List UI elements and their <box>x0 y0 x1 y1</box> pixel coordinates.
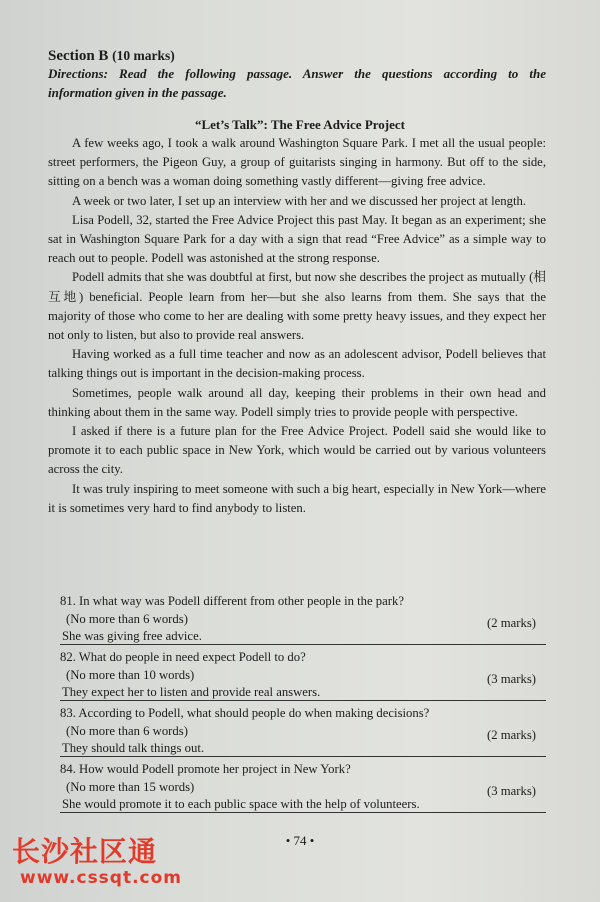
watermark-logo: 长沙社区通 <box>12 835 158 868</box>
passage-paragraph: Podell admits that she was doubtful at first, but now she describes the project as mutually (相互地) beneficial. People learn from her—but she also learns from them. She says that the majority of those who come to her are dealing with some pretty heavy issues, and they expect her not only to listen, but also to provide real answers. <box>48 270 546 343</box>
directions <box>48 64 546 102</box>
question-82 <box>60 648 546 704</box>
question-81 <box>60 592 546 648</box>
word-limit: (No more than 10 words) <box>66 668 195 682</box>
question-marks: (2 marks) <box>487 728 536 742</box>
word-limit: (No more than 15 words) <box>66 780 195 794</box>
passage-paragraph: Sometimes, people walk around all day, keeping their problems in their own head and thinking about them in the same way. Podell simply tries to provide people with perspective. <box>48 385 546 419</box>
page-number: • 74 • <box>285 833 315 848</box>
watermark-url: www.cssqt.com <box>20 868 183 888</box>
question-text: 84. How would Podell promote her project in New York? <box>60 762 351 776</box>
passage-paragraph: Lisa Podell, 32, started the Free Advice Project this past May. It began as an experiment; she sat in Washington Square Park for a day with a sign that read “Free Advice” as a simple way to reach out to people. Podell was astonished at the strong response. <box>48 212 546 266</box>
section-heading <box>48 48 175 65</box>
question-text: 83. According to Podell, what should people do when making decisions? <box>60 706 430 720</box>
answer-line <box>60 644 546 645</box>
question-83 <box>60 704 546 760</box>
question-text: 81. In what way was Podell different from other people in the park? <box>60 594 404 608</box>
answer-text: She was giving free advice. <box>62 629 202 643</box>
answer-text: They should talk things out. <box>62 741 205 755</box>
answer-text: She would promote it to each public space with the help of volunteers. <box>62 797 420 811</box>
passage-paragraph: I asked if there is a future plan for the Free Advice Project. Podell said she would like to promote it to each public space in New York, which would be carried out by various volunteers across the city. <box>48 424 546 477</box>
questions-list <box>60 592 546 816</box>
directions-line-2: information given in the passage. <box>48 85 227 100</box>
answer-line <box>60 700 546 701</box>
passage-body <box>48 134 546 518</box>
question-marks: (3 marks) <box>487 672 536 686</box>
question-marks: (2 marks) <box>487 616 536 630</box>
section-marks: (10 marks) <box>112 48 175 63</box>
section-title: Section B <box>48 48 109 64</box>
passage-paragraph: A few weeks ago, I took a walk around Washington Square Park. I met all the usual people: street performers, the Pigeon Guy, a group of guitarists singing in harmony. But off to the side, sitting on a bench was a woman doing something vastly different—giving free advice. <box>48 136 546 189</box>
directions-line-1: Directions: Read the following passage. Answer the questions according to the <box>48 66 546 81</box>
word-limit: (No more than 6 words) <box>66 724 188 738</box>
passage-paragraph: Having worked as a full time teacher and now as an adolescent advisor, Podell believes that talking things out is important in the decision-making process. <box>48 347 546 381</box>
passage-paragraph: A week or two later, I set up an interview with her and we discussed her project at length. <box>72 193 526 208</box>
answer-line <box>60 756 546 757</box>
passage-paragraph: It was truly inspiring to meet someone with such a big heart, especially in New York—where it is sometimes very hard to find anybody to listen. <box>48 481 546 515</box>
passage-title: “Let’s Talk”: The Free Advice Project <box>194 117 406 132</box>
question-text: 82. What do people in need expect Podell to do? <box>60 650 306 664</box>
question-84 <box>60 760 546 816</box>
question-marks: (3 marks) <box>487 784 536 798</box>
answer-text: They expect her to listen and provide real answers. <box>62 685 321 699</box>
word-limit: (No more than 6 words) <box>66 612 188 626</box>
answer-line <box>60 812 546 813</box>
